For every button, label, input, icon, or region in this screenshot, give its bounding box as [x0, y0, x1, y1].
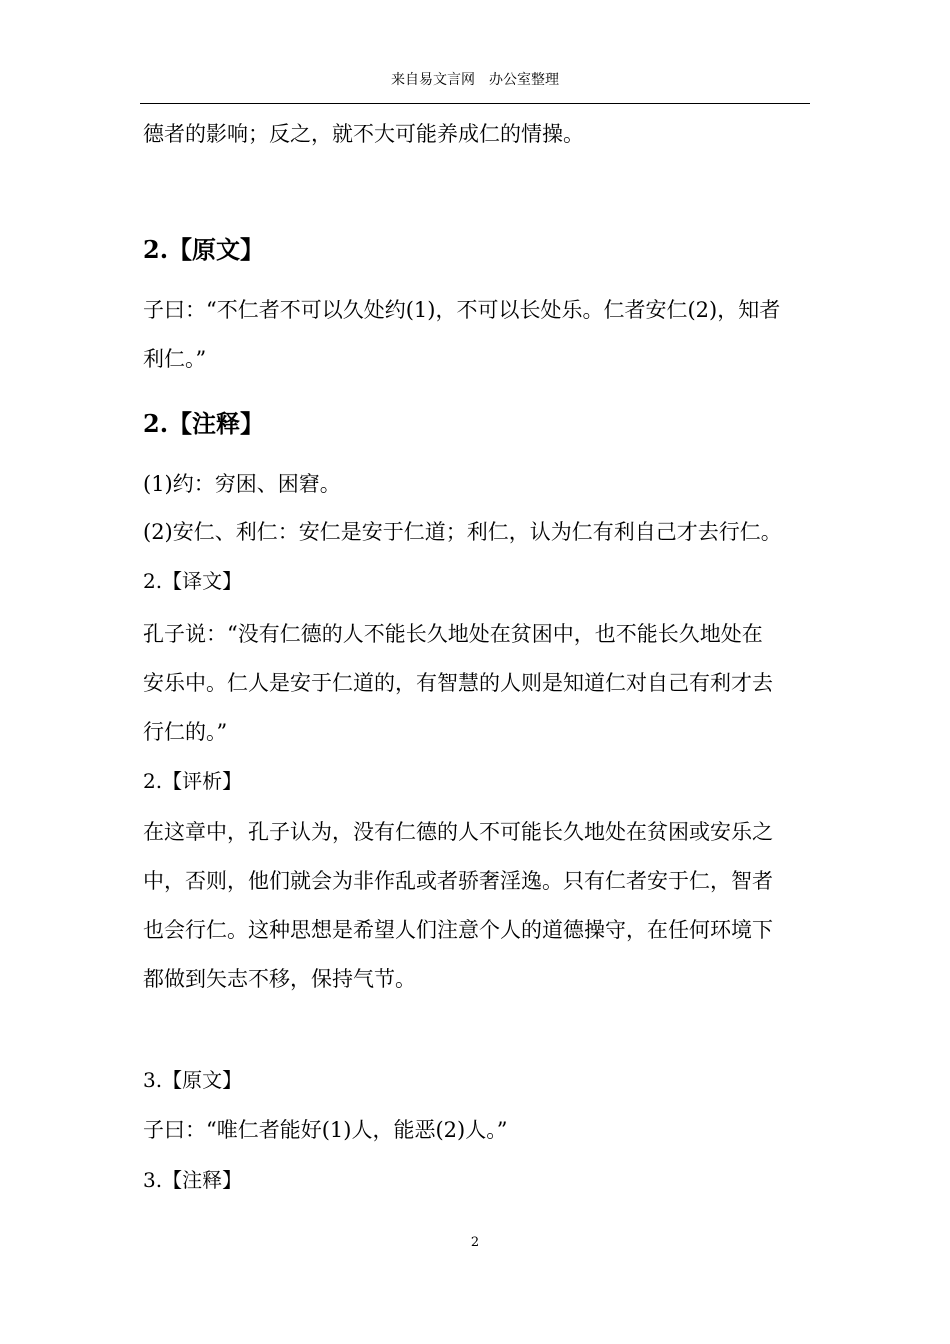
paragraph-line: 安乐中。仁人是安于仁道的，有智慧的人则是知道仁对自己有利才去	[143, 671, 773, 695]
page-header: 来自易文言网 办公室整理	[391, 72, 559, 88]
section-heading-notes-3: 3.【注释】	[143, 1168, 243, 1192]
paragraph-line: 在这章中，孔子认为，没有仁德的人不可能长久地处在贫困或安乐之	[143, 820, 773, 844]
paragraph-line: 也会行仁。这种思想是希望人们注意个人的道德操守，在任何环境下	[143, 918, 773, 942]
paragraph-line: 孔子说：“没有仁德的人不能长久地处在贫困中，也不能长久地处在	[143, 622, 763, 646]
paragraph-line: 都做到矢志不移，保持气节。	[143, 967, 416, 991]
note-line: (2)安仁、利仁：安仁是安于仁道；利仁，认为仁有利自己才去行仁。	[143, 520, 782, 544]
paragraph-line: 中，否则，他们就会为非作乱或者骄奢淫逸。只有仁者安于仁，智者	[143, 869, 773, 893]
paragraph-line: 行仁的。”	[143, 720, 228, 744]
section-heading-analysis: 2.【评析】	[143, 769, 243, 793]
section-heading-original-text: 2.【原文】	[143, 235, 265, 264]
paragraph-line: 德者的影响；反之，就不大可能养成仁的情操。	[143, 122, 584, 146]
section-heading-original-text-3: 3.【原文】	[143, 1068, 243, 1092]
paragraph-line: 子曰：“不仁者不可以久处约(1)，不可以长处乐。仁者安仁(2)，知者	[143, 298, 781, 322]
section-heading-translation: 2.【译文】	[143, 569, 243, 593]
section-heading-notes: 2.【注释】	[143, 409, 265, 438]
paragraph-line: 利仁。”	[143, 347, 207, 371]
header-rule	[140, 103, 810, 104]
paragraph-line: 子曰：“唯仁者能好(1)人，能恶(2)人。”	[143, 1118, 508, 1142]
page-number: 2	[470, 1235, 480, 1250]
note-line: (1)约：穷困、困窘。	[143, 472, 341, 496]
